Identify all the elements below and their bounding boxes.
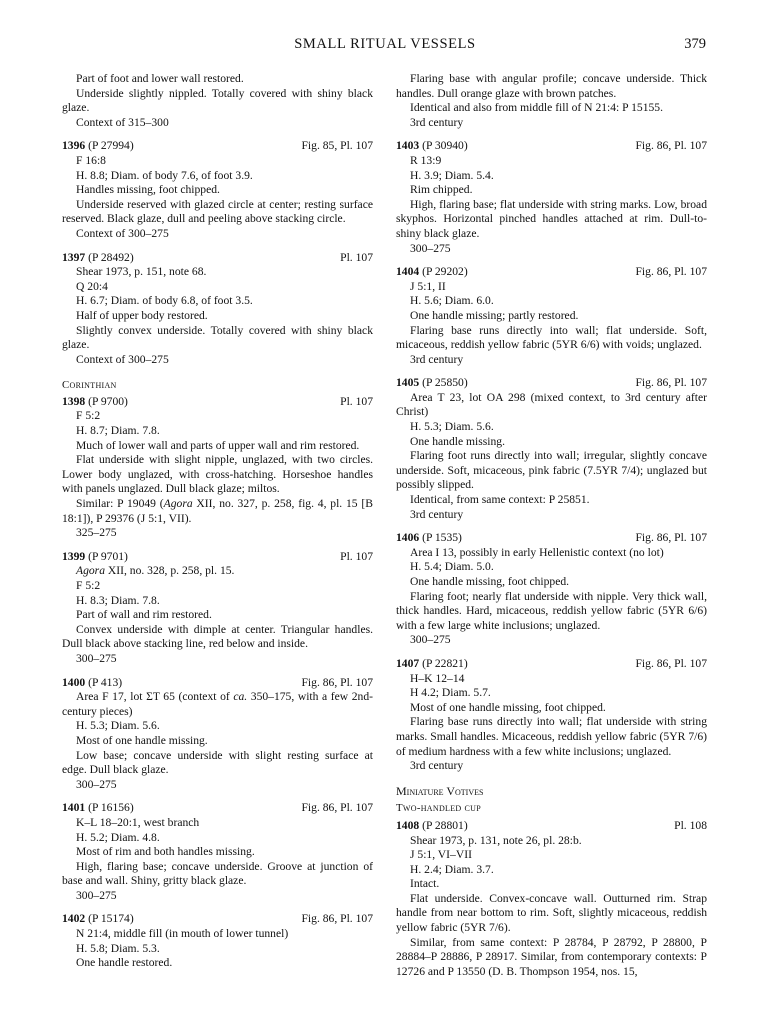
entry-text: Flaring base with angular profile; concave underside. Thick handles. Dull orange glaze with brown patches. [396,72,707,100]
entry-text: Area I 13, possibly in early Hellenistic context (no lot) [410,545,664,559]
catalog-entry-1400 [62,676,373,793]
entry-context: 3rd century [410,115,464,129]
entry-text: Handles missing, foot chipped. [76,183,220,197]
figure-reference: Fig. 86, Pl. 107 [301,912,373,926]
entry-context: 300–275 [410,241,451,255]
running-title: SMALL RITUAL VESSELS [294,36,476,52]
catalog-entry-1405 [396,376,707,522]
entry-text: H. 5.8; Diam. 5.3. [76,941,160,955]
entry-text: H. 5.6; Diam. 6.0. [410,294,494,308]
figure-reference: Pl. 107 [340,549,373,563]
catalog-entry-1403 [396,139,707,256]
entry-text: H. 5.3; Diam. 5.6. [410,420,494,434]
inventory-number: (P 9701) [88,549,128,563]
entry-text: One handle missing, foot chipped. [410,575,570,588]
entry-text: Part of foot and lower wall restored. [76,72,244,85]
entry-number: 1398 [62,394,86,408]
subsection-heading-two-handled-cup: Two-handled cup [396,802,481,815]
inventory-number: (P 22821) [422,656,468,670]
inventory-number: (P 28801) [422,818,468,832]
figure-reference: Pl. 107 [340,250,373,264]
entry-text: Low base; concave underside with slight resting surface at edge. Dull black glaze. [62,748,373,777]
entry-text: R 13:9 [410,153,442,167]
entry-text: Underside slightly nippled. Totally covered with shiny black glaze. [62,86,373,115]
inventory-number: (P 16156) [88,801,134,815]
entry-header [62,251,373,266]
left-column [62,72,373,971]
figure-reference: Pl. 108 [674,818,707,832]
entry-text: Flaring base runs directly into wall; flat underside. Soft, micaceous, reddish yellow fabric (5YR 6/6) with voids; unglazed. [396,323,707,352]
entry-text: Half of upper body restored. [76,308,208,322]
entry-text: Underside reserved with glazed circle at center; resting surface reserved. Black glaze, dull and peeling above stacking circle. [62,197,373,226]
entry-text: One handle restored. [76,956,173,970]
entry-context: 300–275 [76,651,117,665]
entry-text: H. 3.9; Diam. 5.4. [410,168,494,182]
entry-text: Most of rim and both handles missing. [76,845,255,859]
entry-text: H. 6.7; Diam. of body 6.8, of foot 3.5. [76,294,253,308]
inventory-number: (P 1535) [422,531,462,545]
catalog-entry-1408 [396,819,707,980]
entry-context: Context of 300–275 [76,226,169,240]
entry-header [396,819,707,834]
entry-text: N 21:4, middle fill (in mouth of lower tunnel) [76,927,289,941]
entry-text: Identical, from same context: P 25851. [410,493,590,507]
entry-number: 1399 [62,549,86,563]
entry-context: 300–275 [76,888,117,902]
entry-context: 325–275 [76,526,117,540]
catalog-entry-1398 [62,395,373,541]
entry-header [396,265,707,280]
entry-text: H. 5.3; Diam. 5.6. [76,719,160,733]
entry-text: H. 8.3; Diam. 7.8. [76,593,160,607]
entry-text: F 16:8 [76,153,106,167]
entry-text: Much of lower wall and parts of upper wall and rim restored. [76,438,360,452]
entry-header [62,912,373,927]
inventory-number: (P 27994) [88,139,134,153]
entry-text: Flaring foot; nearly flat underside with nipple. Very thick wall, thick handles. Hard, micaceous, reddish yellow fabric (5YR 6/6) with a few large white inclusions; unglazed. [396,589,707,632]
catalog-entry-1401 [62,801,373,903]
figure-reference: Fig. 86, Pl. 107 [301,801,373,815]
entry-text: Rim chipped. [410,183,473,197]
entry-text: Shear 1973, p. 151, note 68. [76,265,207,279]
entry-header [62,801,373,816]
entry-header [62,676,373,691]
inventory-number: (P 15174) [88,912,134,926]
entry-header [396,531,707,546]
entry-number: 1404 [396,265,420,279]
entry-context: 3rd century [410,759,464,773]
catalog-entry-1407 [396,657,707,774]
entry-text: Area T 23, lot OA 298 (mixed context, to 3rd century after Christ) [396,390,707,419]
entry-text: Q 20:4 [76,279,108,293]
inventory-number: (P 9700) [88,394,128,408]
entry-text: Area F 17, lot ΣT 65 (context of ca. 350–175, with a few 2nd-century pieces) [62,690,374,718]
figure-reference: Fig. 86, Pl. 107 [635,656,707,670]
entry-text: Similar: P 19049 (Agora XII, no. 327, p. 258, fig. 4, pl. 15 [B 18:1]), P 29376 (J 5:1, VII). [62,497,373,525]
entry-header [62,395,373,410]
entry-text: Slightly convex underside. Totally covered with shiny black glaze. [62,323,373,352]
catalog-entry-1404 [396,265,707,367]
entry-text: F 5:2 [76,409,101,423]
inventory-number: (P 28492) [88,250,134,264]
figure-reference: Pl. 107 [340,394,373,408]
entry-text: Part of wall and rim restored. [76,608,212,622]
entry-number: 1400 [62,675,86,689]
entry-text: H. 8.8; Diam. of body 7.6, of foot 3.9. [76,168,253,182]
entry-text: Shear 1973, p. 131, note 26, pl. 28:b. [410,833,582,847]
entry-text: H–K 12–14 [410,671,465,685]
entry-text: Most of one handle missing. [76,733,208,747]
entry-header [396,139,707,154]
entry-text: Agora XII, no. 328, p. 258, pl. 15. [76,564,235,578]
entry-number: 1397 [62,250,86,264]
catalog-entry-1402 [62,912,373,970]
figure-reference: Fig. 86, Pl. 107 [301,675,373,689]
entry-text: H. 8.7; Diam. 7.8. [76,424,160,438]
entry-text: High, flaring base; concave underside. Groove at junction of base and wall. Shiny, gritty black glaze. [62,859,373,888]
entry-text: Similar, from same context: P 28784, P 28792, P 28800, P 28884–P 28886, P 28917. Similar, from contemporary contexts: P 12726 and P 13550 (D. B. Thompson 1954, nos. 15, [396,935,707,978]
entry-text: Identical and also from middle fill of N 21:4: P 15155. [410,101,663,115]
entry-header [396,376,707,391]
entry-context: Context of 315–300 [76,115,169,129]
entry-text: One handle missing. [410,434,505,448]
entry-context: 3rd century [410,352,464,366]
entry-number: 1403 [396,139,420,153]
entry-number: 1402 [62,912,86,926]
entry-number: 1406 [396,531,420,545]
entry-text: F 5:2 [76,579,101,592]
inventory-number: (P 413) [88,675,123,689]
section-heading-corinthian: Corinthian [62,379,117,392]
page-header [64,36,706,56]
entry-number: 1408 [396,818,420,832]
figure-reference: Fig. 85, Pl. 107 [301,139,373,153]
entry-text: Convex underside with dimple at center. Triangular handles. Dull black above stacking line, red below and inside. [62,622,373,651]
catalog-entry-1396 [62,139,373,241]
entry-text: Flat underside with slight nipple, unglazed, with two circles. Lower body unglazed, with cross-hatching. Horseshoe handles with panels unglazed. Dull black glaze; miltos. [62,453,373,496]
entry-header [62,550,373,565]
figure-reference: Fig. 86, Pl. 107 [635,376,707,390]
entry-text: H. 5.2; Diam. 4.8. [76,830,160,844]
entry-text: Flaring foot runs directly into wall; irregular, slightly concave underside. Soft, micaceous, pink fabric (7.5YR 7/4); unglazed but possibly slipped. [396,449,707,492]
entry-text: Intact. [410,877,440,891]
entry-number: 1401 [62,801,86,815]
catalog-entry-1397 [62,251,373,368]
entry-text: Most of one handle missing, foot chipped. [410,700,606,714]
entry-context: 300–275 [410,633,451,647]
entry-header [62,139,373,154]
inventory-number: (P 30940) [422,139,468,153]
entry-context: 300–275 [76,777,117,791]
catalog-entry-1406 [396,531,707,648]
entry-number: 1405 [396,376,420,390]
entry-header [396,657,707,672]
entry-text: K–L 18–20:1, west branch [76,815,200,829]
figure-reference: Fig. 86, Pl. 107 [635,531,707,545]
entry-text: J 5:1, II [410,279,446,293]
entry-number: 1396 [62,139,86,153]
inventory-number: (P 29202) [422,265,468,279]
entry-text: One handle missing; partly restored. [410,308,579,322]
entry-text: Flat underside. Convex-concave wall. Outturned rim. Strap handle from near bottom to rim. Soft, slightly micaceous, reddish yellow fabric (5YR 7/6). [396,891,707,935]
page-number: 379 [684,36,706,52]
inventory-number: (P 25850) [422,376,468,390]
entry-context: Context of 300–275 [76,352,169,366]
catalog-entry-1399 [62,550,373,667]
entry-text: J 5:1, VI–VII [410,848,472,862]
entry-text: H. 2.4; Diam. 3.7. [410,862,494,876]
section-heading-miniature-votives: Miniature Votives [396,783,484,798]
entry-context: 3rd century [410,507,464,521]
figure-reference: Fig. 86, Pl. 107 [635,265,707,279]
entry-text: Flaring base runs directly into wall; flat underside with string marks. Small handles. Micaceous, reddish yellow fabric (5YR 7/6) of medium hardness with a few white inclusions; unglazed. [396,715,707,758]
right-column [396,72,707,979]
entry-text: H. 5.4; Diam. 5.0. [410,560,494,574]
entry-number: 1407 [396,656,420,670]
figure-reference: Fig. 86, Pl. 107 [635,139,707,153]
entry-text: H 4.2; Diam. 5.7. [410,686,491,700]
entry-text: High, flaring base; flat underside with string marks. Low, broad skyphos. Horizontal pinched handles attached at rim. Dull-to-shiny black glaze. [396,197,707,240]
